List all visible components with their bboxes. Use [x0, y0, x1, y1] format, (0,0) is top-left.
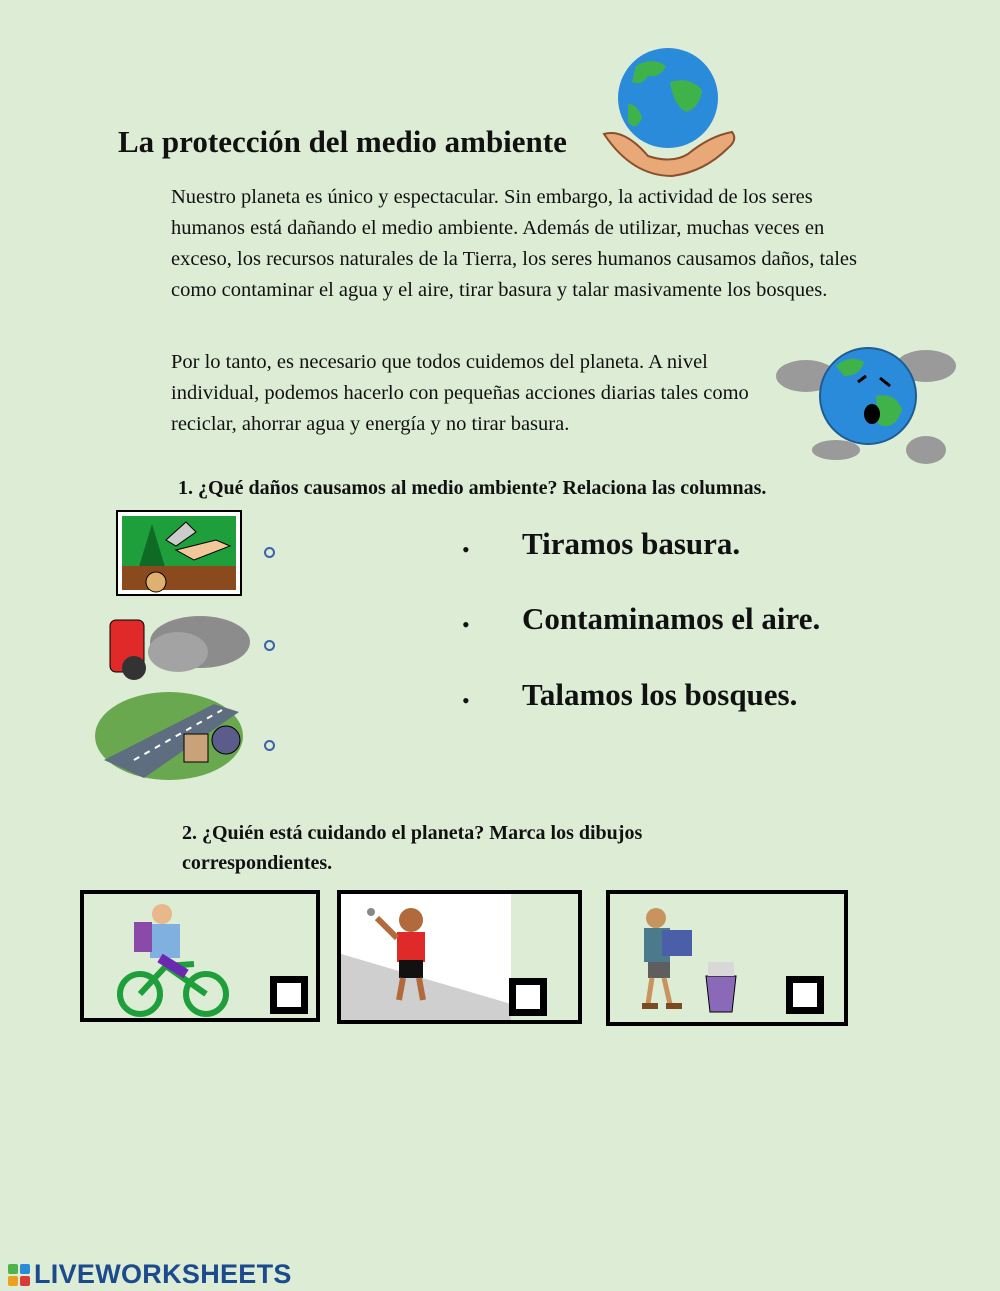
checkbox-bicycle[interactable] [270, 976, 308, 1014]
sad-earth-icon [776, 326, 960, 470]
page-title: La protección del medio ambiente [118, 124, 567, 159]
intro-paragraph: Nuestro planeta es único y espectacular. Sin embargo, la actividad de los seres humanos está dañando el medio ambiente. Además de utilizar, muchas veces en exceso, los recursos naturales de la Tierra, los seres humanos causamos daños, tales como contaminar el agua y el aire, tirar basura y talar masivamente los bosques. [171, 186, 858, 301]
logo-grid-icon [8, 1264, 30, 1286]
logo-text: LIVEWORKSHEETS [34, 1259, 292, 1289]
match-dot-left-1[interactable] [264, 547, 275, 558]
answer-throw-trash: Tiramos basura. [522, 526, 741, 561]
checkbox-recycling[interactable] [786, 976, 824, 1014]
answer-pollute-air: Contaminamos el aire. [522, 601, 821, 636]
card-boy-on-bicycle [80, 890, 320, 1022]
littered-road-image [94, 690, 244, 782]
card-boy-recycling [606, 890, 848, 1026]
car-smoke-image [108, 612, 252, 682]
bicycle-icon [114, 902, 234, 1018]
bullet-2[interactable]: • [462, 612, 470, 637]
checkbox-litter[interactable] [509, 978, 547, 1016]
bullet-3[interactable]: • [462, 688, 470, 713]
match-dot-left-3[interactable] [264, 740, 275, 751]
recycling-boy-icon [636, 906, 746, 1018]
card-boy-throwing-litter [337, 890, 582, 1024]
liveworksheets-logo[interactable] [8, 1259, 292, 1290]
bullet-1[interactable]: • [462, 537, 470, 562]
action-paragraph: Por lo tanto, es necesario que todos cuidemos del planeta. A nivel individual, podemos hacerlo con pequeñas acciones diarias tales como reciclar, ahorrar agua y energía y no tirar basura. [171, 351, 749, 435]
littering-boy-icon [341, 894, 511, 1020]
tree-cutting-image [116, 510, 242, 596]
globe-in-hands-icon [598, 42, 740, 178]
match-dot-left-2[interactable] [264, 640, 275, 651]
question-2-prompt: 2. ¿Quién está cuidando el planeta? Marca los dibujos correspondientes. [182, 822, 643, 874]
answer-cut-forests: Talamos los bosques. [522, 677, 798, 712]
question-1-prompt: 1. ¿Qué daños causamos al medio ambiente? Relaciona las columnas. [178, 477, 767, 499]
